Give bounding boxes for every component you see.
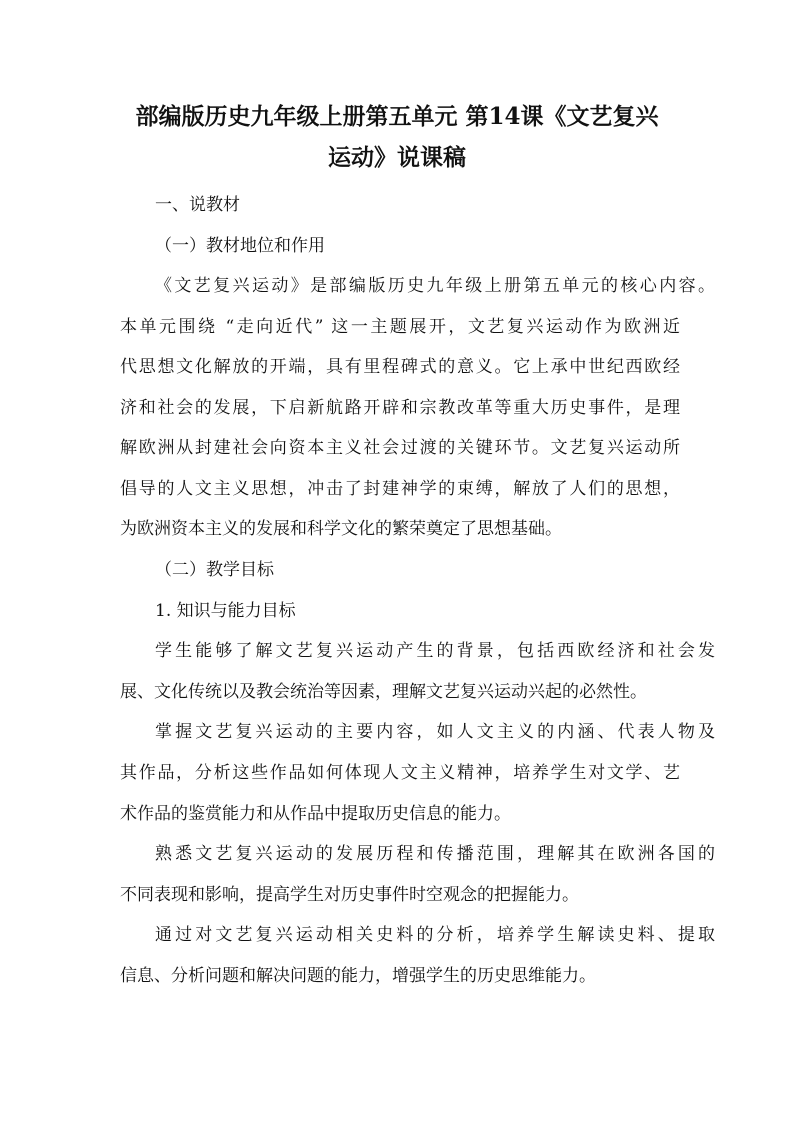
paragraph-line: 为欧洲资本主义的发展和科学文化的繁荣奠定了思想基础。	[120, 519, 562, 539]
paragraph-line: 展、文化传统以及教会统治等因素，理解文艺复兴运动兴起的必然性。	[120, 682, 647, 702]
paragraph-line: 济和社会的发展，下启新航路开辟和宗教改革等重大历史事件，是理	[120, 398, 680, 418]
paragraph-line: 其作品，分析这些作品如何体现人文主义精神，培养学生对文学、艺	[120, 763, 680, 783]
paragraph-line: 代思想文化解放的开端，具有里程碑式的意义。它上承中世纪西欧经	[120, 357, 680, 377]
paragraph-line: 熟悉文艺复兴运动的发展历程和传播范围，理解其在欧洲各国的	[155, 844, 715, 864]
section-heading: 一、说教材	[155, 195, 240, 215]
paragraph-line: 信息、分析问题和解决问题的能力，增强学生的历史思维能力。	[120, 966, 596, 986]
point-heading: 1. 知识与能力目标	[155, 601, 296, 621]
document-title-line-1: 部编版历史九年级上册第五单元 第14课《文艺复兴	[135, 103, 659, 130]
paragraph-line: 解欧洲从封建社会向资本主义社会过渡的关键环节。文艺复兴运动所	[120, 438, 680, 458]
paragraph-line: 倡导的人文主义思想，冲击了封建神学的束缚，解放了人们的思想，	[120, 479, 680, 499]
paragraph-line: 学生能够了解文艺复兴运动产生的背景，包括西欧经济和社会发	[155, 641, 715, 661]
paragraph-line: 不同表现和影响，提高学生对历史事件时空观念的把握能力。	[120, 885, 579, 905]
paragraph-line: 掌握文艺复兴运动的主要内容，如人文主义的内涵、代表人物及	[155, 722, 715, 742]
paragraph-line: 通过对文艺复兴运动相关史料的分析，培养学生解读史料、提取	[155, 925, 715, 945]
document-title-line-2: 运动》说课稿	[328, 144, 466, 171]
paragraph-line: 术作品的鉴赏能力和从作品中提取历史信息的能力。	[120, 804, 511, 824]
paragraph-line: 《文艺复兴运动》是部编版历史九年级上册第五单元的核心内容。	[155, 276, 715, 296]
subsection-heading: （二）教学目标	[155, 560, 274, 580]
paragraph-line: 本单元围绕 “走向近代” 这一主题展开，文艺复兴运动作为欧洲近	[120, 317, 680, 337]
subsection-heading: （一）教材地位和作用	[155, 236, 325, 256]
